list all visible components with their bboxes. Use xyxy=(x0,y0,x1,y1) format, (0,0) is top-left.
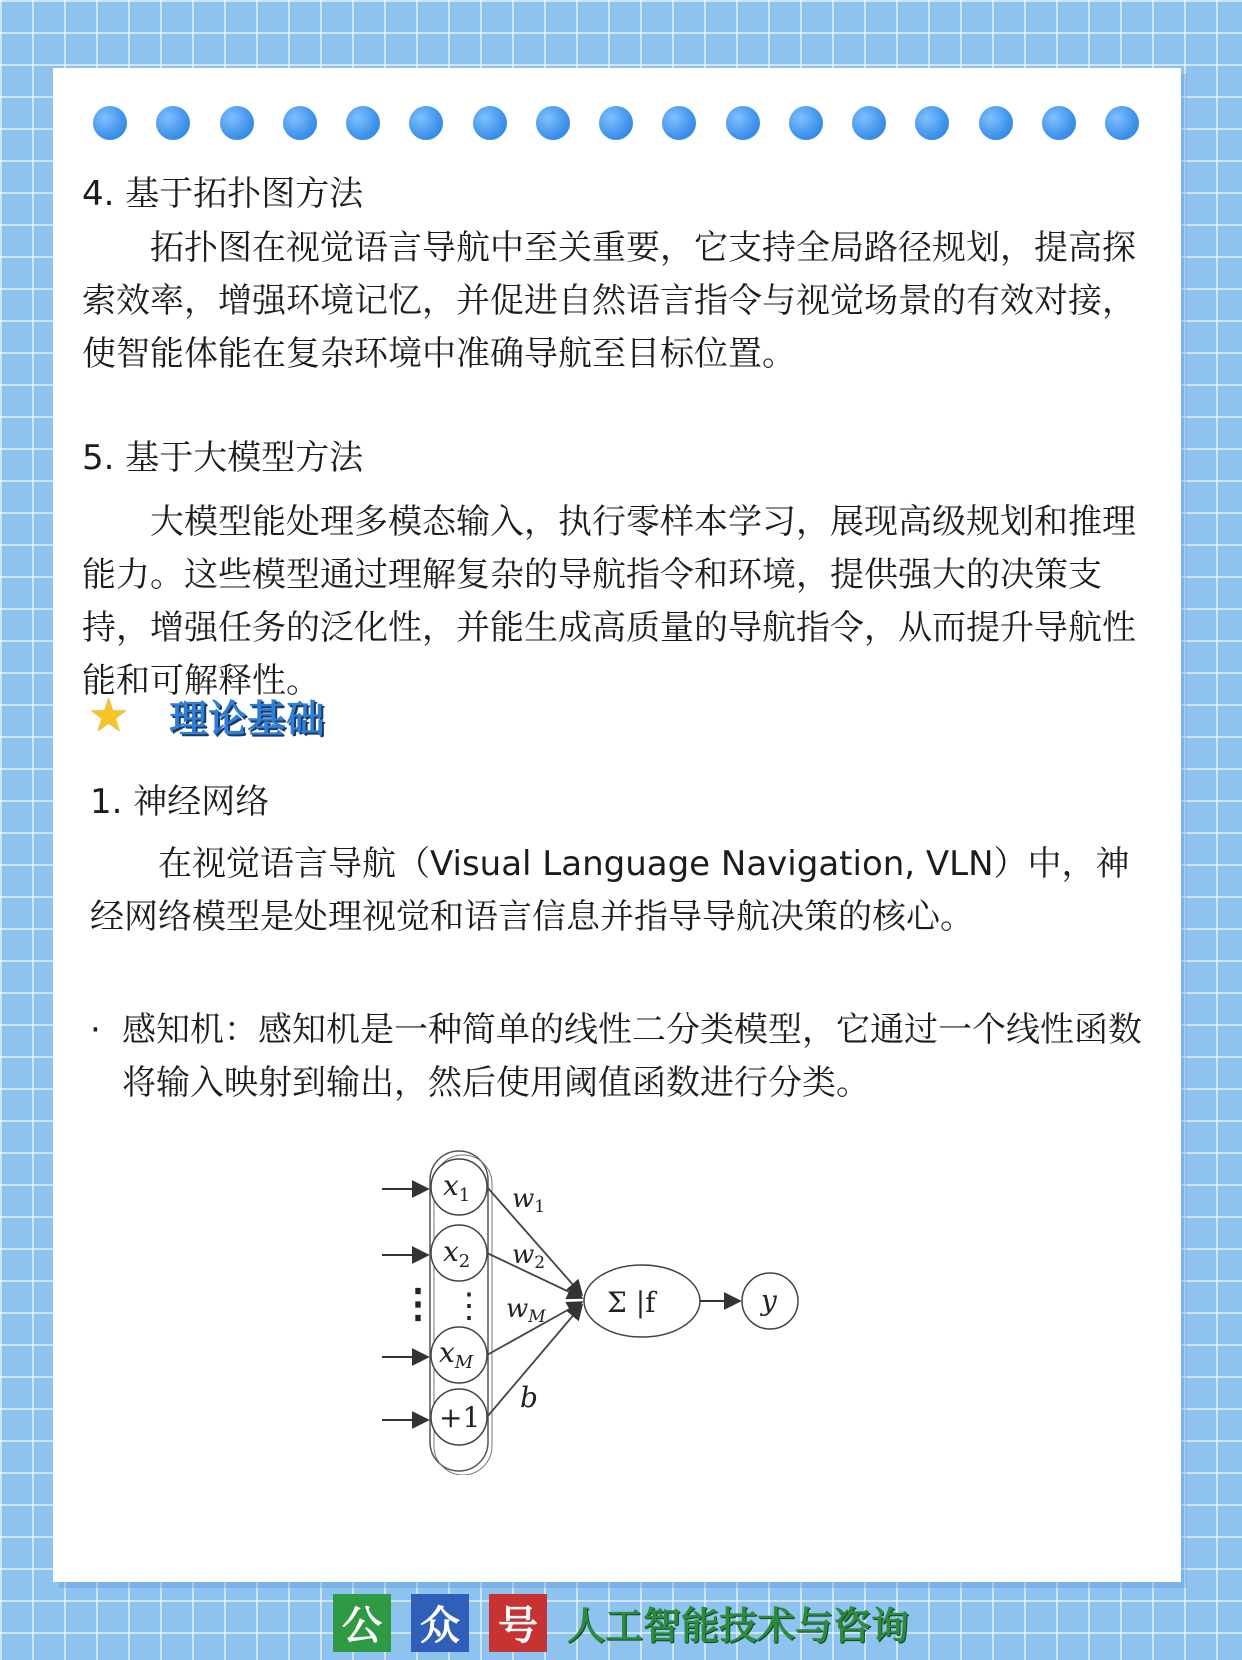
binder-dot xyxy=(726,106,760,140)
binder-dot xyxy=(220,106,254,140)
section-title-label: 理论基础 xyxy=(169,696,326,741)
binder-dot xyxy=(409,106,443,140)
input-x1: $x_1$ xyxy=(443,1169,471,1206)
binder-dot xyxy=(599,106,633,140)
binder-dot xyxy=(1042,106,1076,140)
binder-dot xyxy=(156,106,190,140)
weight-w1: w1 xyxy=(512,1184,546,1217)
binder-dot xyxy=(915,106,949,140)
star-icon: ★ xyxy=(88,688,130,742)
bullet-dot: · xyxy=(90,1010,101,1050)
footer-char-zhong: 众 xyxy=(411,1594,469,1652)
vdots-inner: ⋮ xyxy=(452,1286,486,1326)
binder-dot xyxy=(283,106,317,140)
heading-neural-network: 1. 神经网络 xyxy=(90,782,270,822)
binder-dots xyxy=(93,106,1139,142)
perceptron-diagram xyxy=(330,1145,850,1475)
sum-activation-label: Σ |f xyxy=(607,1286,656,1319)
binder-dot xyxy=(789,106,823,140)
input-xm: $x_M$ xyxy=(439,1336,474,1373)
paragraph-topology: 拓扑图在视觉语言导航中至关重要，它支持全局路径规划，提高探索效率，增强环境记忆，并促进自然语言指令与视觉场景的有效对接，使智能体能在复杂环境中准确导航至目标位置。 xyxy=(82,228,1136,374)
paragraph-large-model: 大模型能处理多模态输入，执行零样本学习，展现高级规划和推理能力。这些模型通过理解复杂的导航指令和环境，提供强大的决策支持，增强任务的泛化性，并能生成高质量的导航指令，从而提升导航性能和可解释性。 xyxy=(82,502,1136,701)
binder-dot xyxy=(346,106,380,140)
input-bias: +1 xyxy=(439,1401,481,1434)
weight-w2: w2 xyxy=(512,1240,546,1273)
bullet-perceptron-text: 感知机：感知机是一种简单的线性二分类模型，它通过一个线性函数将输入映射到输出，然后使用阈值函数进行分类。 xyxy=(122,1010,1142,1103)
heading-large-model: 5. 基于大模型方法 xyxy=(82,438,364,478)
footer-char-hao: 号 xyxy=(489,1594,547,1652)
section-title-theory xyxy=(88,690,325,740)
footer-account xyxy=(0,1585,1242,1660)
bullet-perceptron xyxy=(90,1004,1150,1110)
binder-dot xyxy=(662,106,696,140)
heading-topology: 4. 基于拓扑图方法 xyxy=(82,174,364,214)
output-y: y xyxy=(761,1284,777,1317)
weight-wm: wM xyxy=(506,1294,546,1327)
binder-dot xyxy=(93,106,127,140)
input-x2: $x_2$ xyxy=(443,1235,471,1272)
binder-dot xyxy=(852,106,886,140)
binder-dot xyxy=(979,106,1013,140)
vdots-left: ⋮ xyxy=(398,1280,438,1327)
paragraph-neural-network: 在视觉语言导航（Visual Language Navigation, VLN）中，神经网络模型是处理视觉和语言信息并指导导航决策的核心。 xyxy=(90,844,1130,937)
binder-dot xyxy=(1105,106,1139,140)
footer-char-gong: 公 xyxy=(333,1594,391,1652)
binder-dot xyxy=(536,106,570,140)
binder-dot xyxy=(473,106,507,140)
weight-bias: b xyxy=(520,1381,538,1414)
footer-account-name: 人工智能技术与咨询 xyxy=(566,1604,909,1648)
